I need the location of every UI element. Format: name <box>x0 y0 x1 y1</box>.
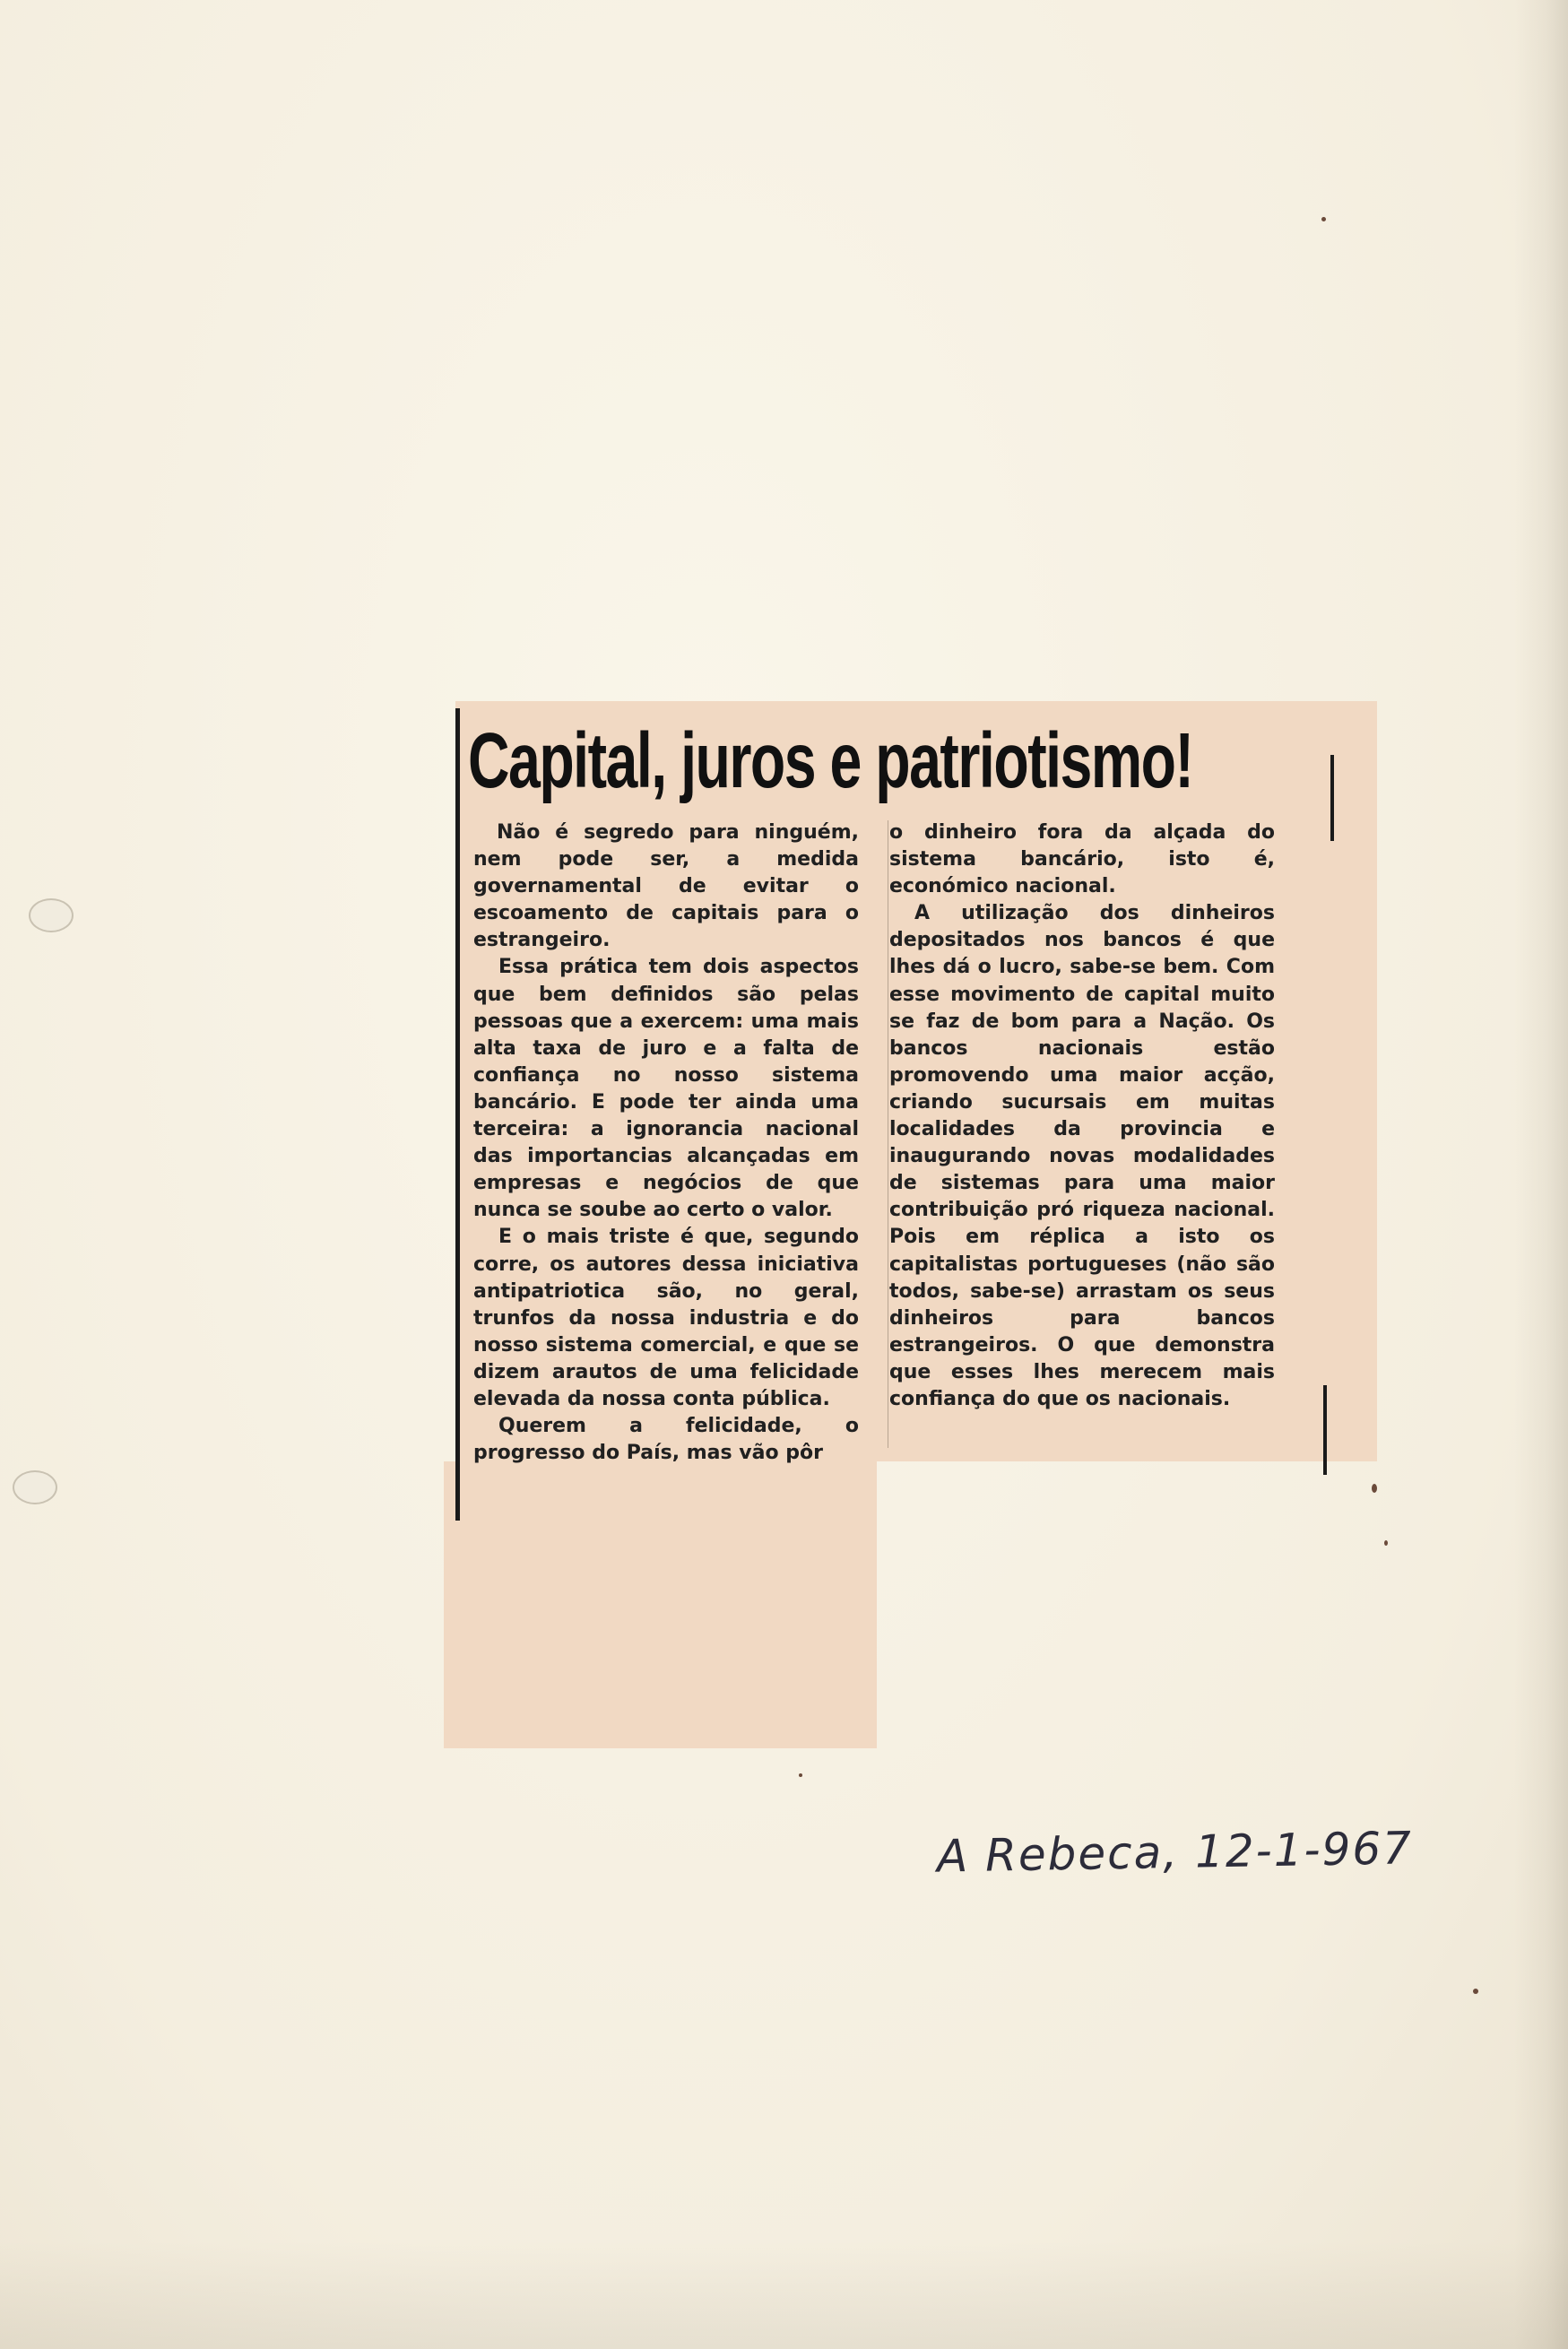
paragraph: Querem a felicidade, o progresso do País, mas vão pôr <box>473 1415 859 1465</box>
paragraph: A utilização dos dinheiros depositados nos bancos é que lhes dá o lucro, sabe-se bem. Com esse movimento de capital muito se faz de bom para a Nação. Os bancos nacionais estão promovendo uma maior acção, criando sucursais em muitas localidades da provincia e inaugurando novas modalidades de sistemas para uma maior contribuição pró riqueza nacional. Pois em réplica a isto os capitalistas portugueses (não são todos, sabe-se) arrastam os seus dinheiros para bancos estrangeiros. O que demonstra que esses lhes merecem mais confiança do que os nacionais. <box>889 902 1275 1410</box>
paragraph: Não é segredo para ninguém, nem pode ser, a medida governamental de evitar o escoamento de capitais para o estrangeiro. <box>473 821 859 952</box>
article-column-right <box>889 819 1275 1413</box>
paper-speck <box>1473 1989 1478 1994</box>
paragraph: E o mais triste é que, segundo corre, os autores dessa iniciativa antipatriotica são, no geral, trunfos da nossa industria e do nosso sistema comercial, e que se dizem arautos de uma felicidade elevada da nossa conta pública. <box>473 1226 859 1410</box>
clipping-left-rule <box>455 708 460 1521</box>
paper-speck <box>799 1773 802 1777</box>
paper-speck <box>1321 217 1326 221</box>
paper-speck <box>1384 1540 1388 1546</box>
paragraph: o dinheiro fora da alçada do sistema bancário, isto é, económico nacional. <box>889 821 1275 898</box>
paper-speck <box>1372 1484 1377 1493</box>
newspaper-clipping-tail <box>444 1461 877 1748</box>
clipping-right-mark-upper <box>1330 755 1334 841</box>
punch-hole-lower <box>13 1470 57 1504</box>
paragraph: Essa prática tem dois aspectos que bem definidos são pelas pessoas que a exercem: uma mais alta taxa de juro e a falta de confiança no nosso sistema bancário. E pode ter ainda uma terceira: a ignorancia nacional das importancias alcançadas em empresas e negócios de que nunca se soube ao certo o valor. <box>473 956 859 1222</box>
punch-hole-upper <box>29 898 74 932</box>
page-fold-shadow <box>1514 0 1568 2349</box>
article-headline: Capital, juros e patriotismo! <box>468 717 1193 804</box>
clipping-right-mark-lower <box>1323 1385 1327 1475</box>
handwritten-source-note: A Rebeca, 12-1-967 <box>936 1822 1414 1883</box>
page-bottom-edge <box>0 2241 1568 2349</box>
article-column-left <box>473 819 859 1467</box>
